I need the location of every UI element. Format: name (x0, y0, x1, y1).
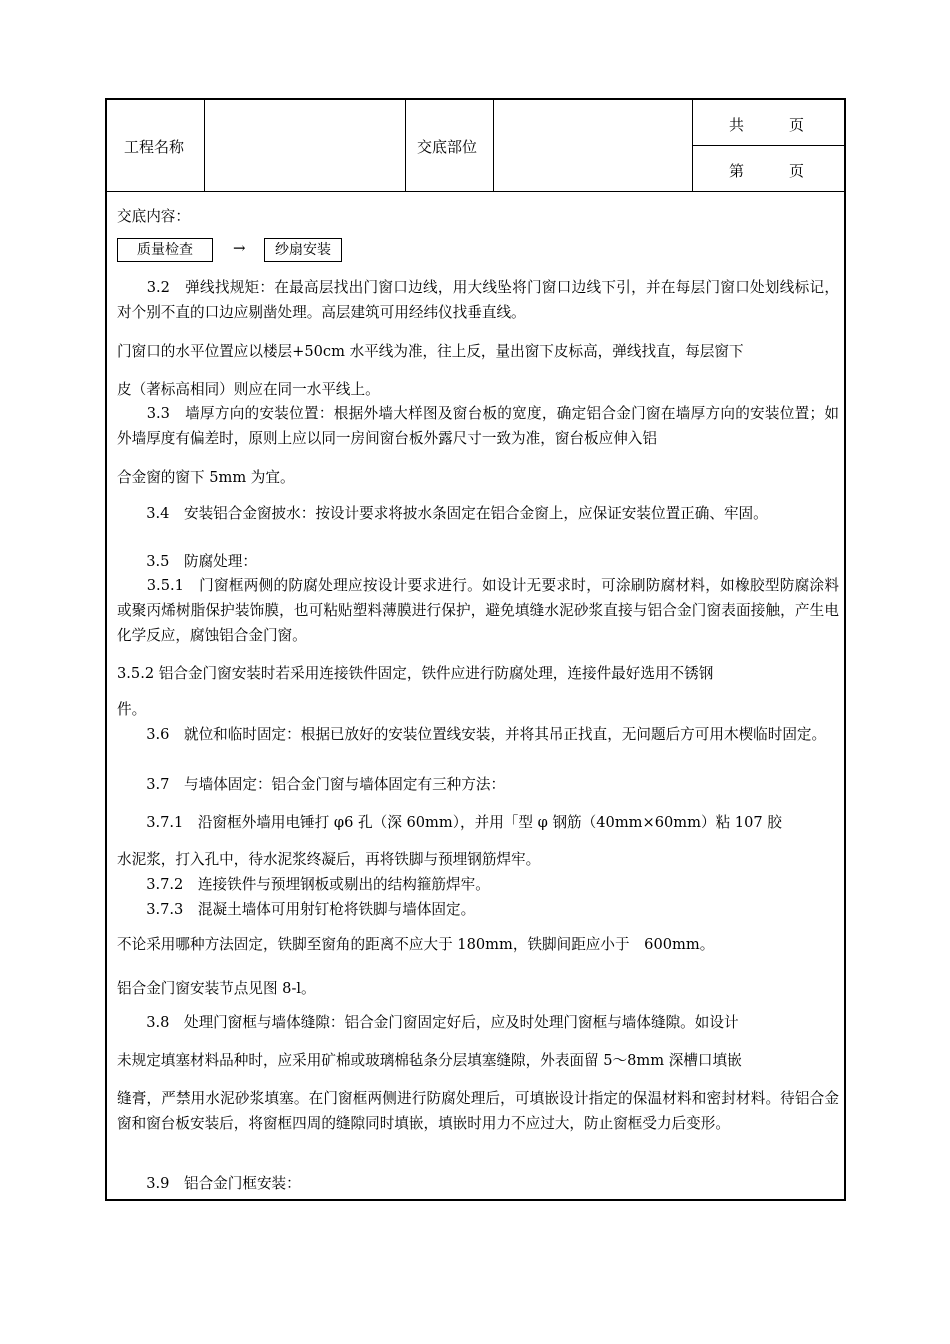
paragraph: 3.3 墙厚方向的安装位置：根据外墙大样图及窗台板的宽度，确定铝合金门窗在墙厚方向的安装位置；如外墙厚度有偏差时，原则上应以同一房间窗台板外露尺寸一致为准，窗台板应伸入铝 (117, 405, 839, 447)
paragraph: 3.7.3 混凝土墙体可用射钉枪将铁脚与墙体固定。 (117, 901, 476, 918)
header-divider (493, 100, 494, 192)
paragraph: 3.6 就位和临时固定：根据已放好的安装位置线安装，并将其吊正找直，无问题后方可用木楔临时固定。 (117, 726, 827, 743)
header-divider (692, 100, 693, 192)
paragraph: 合金窗的窗下 5mm 为宜。 (117, 469, 295, 486)
paragraph: 不论采用哪种方法固定，铁脚至窗角的距离不应大于 180mm，铁脚间距应小于 600mm。 (117, 936, 715, 953)
paragraph: 水泥浆，打入孔中，待水泥浆终凝后，再将铁脚与预埋钢筋焊牢。 (117, 851, 541, 868)
header-divider (204, 100, 205, 192)
paragraph: 3.4 安装铝合金窗披水：按设计要求将披水条固定在铝合金窗上，应保证安装位置正确、牢固。 (117, 505, 768, 522)
paragraph: 件。 (117, 701, 147, 718)
location-label: 交底部位 (417, 138, 478, 156)
page-number-label: 第 页 (729, 162, 805, 180)
paragraph: 3.7 与墙体固定：铝合金门窗与墙体固定有三种方法： (117, 776, 506, 793)
paragraph: 缝膏，严禁用水泥砂浆填塞。在门窗框两侧进行防腐处理后，可填嵌设计指定的保温材料和密封材料。待铝合金窗和窗台板安装后，将窗框四周的缝隙同时填嵌，填嵌时用力不应过大，防止窗框受力后变形。 (117, 1090, 839, 1132)
total-pages-label: 共 页 (729, 116, 805, 134)
paragraph: 3.7.1 沿窗框外墙用电锤打 φ6 孔（深 60mm），并用「型 φ 钢筋（40mm×60mm）粘 107 胶 (117, 814, 782, 831)
flow-step-screen-install: 纱扇安装 (264, 238, 342, 262)
paragraph: 门窗口的水平位置应以楼层+50cm 水平线为准，往上反，量出窗下皮标高，弹线找直，每层窗下 (117, 343, 744, 360)
paragraph: 未规定填塞材料品种时，应采用矿棉或玻璃棉毡条分层填塞缝隙，外表面留 5～8mm 深槽口填嵌 (117, 1052, 742, 1069)
flow-step-quality-check: 质量检查 (117, 238, 213, 262)
paragraph: 3.5.2 铝合金门窗安装时若采用连接铁件固定，铁件应进行防腐处理，连接件最好选用不锈钢 (117, 665, 714, 682)
paragraph: 3.5.1 门窗框两侧的防腐处理应按设计要求进行。如设计无要求时，可涂刷防腐材料，如橡胶型防腐涂料或聚丙烯树脂保护装饰膜，也可粘贴塑料薄膜进行保护，避免填缝水泥砂浆直接与铝合金门窗表面接触，产生电化学反应，腐蚀铝合金门窗。 (117, 577, 839, 644)
project-name-label: 工程名称 (124, 138, 185, 156)
paragraph: 3.7.2 连接铁件与预埋钢板或剔出的结构箍筋焊牢。 (117, 876, 490, 893)
intro-label: 交底内容： (117, 208, 190, 225)
header-divider (692, 145, 844, 146)
arrow-right-icon: → (233, 239, 246, 257)
paragraph: 皮（著标高相同）则应在同一水平线上。 (117, 381, 380, 398)
paragraph: 3.5 防腐处理： (117, 553, 257, 570)
header-divider (405, 100, 406, 192)
paragraph: 3.8 处理门窗框与墙体缝隙：铝合金门窗固定好后，应及时处理门窗框与墙体缝隙。如设计 (117, 1014, 739, 1031)
header-bottom-line (107, 191, 844, 192)
paragraph: 3.9 铝合金门框安装： (117, 1175, 301, 1192)
paragraph: 铝合金门窗安装节点见图 8-l。 (117, 980, 316, 997)
paragraph: 3.2 弹线找规矩：在最高层找出门窗口边线，用大线坠将门窗口边线下引，并在每层门窗口处划线标记，对个别不直的口边应剔凿处理。高层建筑可用经纬仪找垂直线。 (117, 279, 839, 321)
disclosure-sheet (105, 98, 846, 1201)
